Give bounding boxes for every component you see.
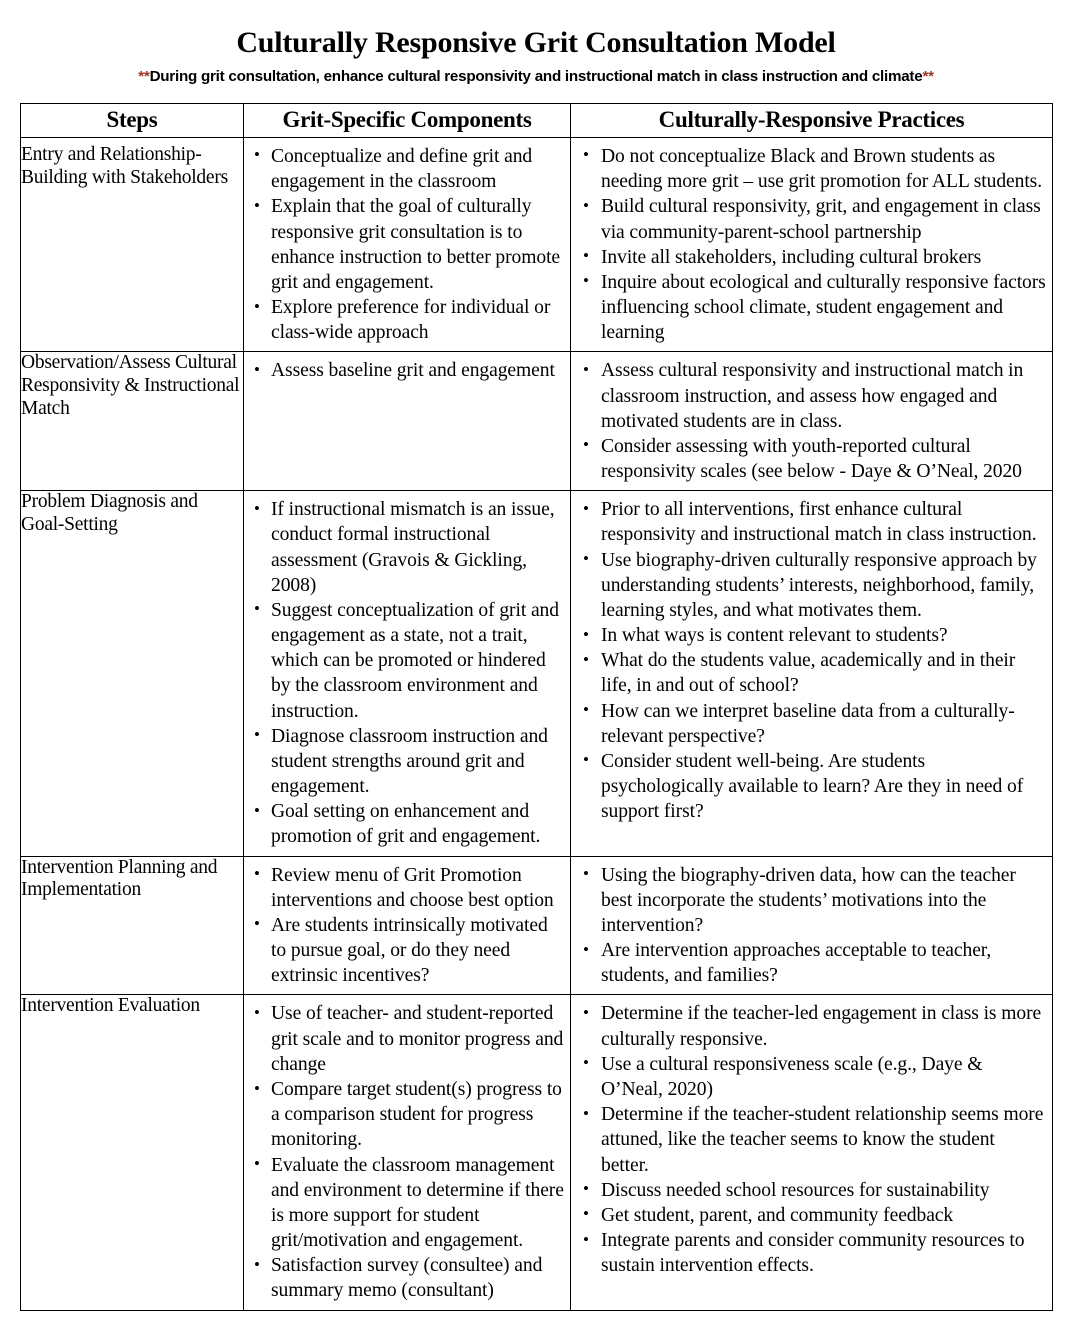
consultation-model-table [20,103,1053,1310]
practices-list [571,857,1052,995]
list-item: • Inquire about ecological and culturally responsive factors influencing school climate, student engagement and learning [581,270,1046,346]
table-row [21,995,1053,1310]
list-item: • Prior to all interventions, first enhance cultural responsivity and instructional match in class instruction. [581,497,1046,547]
practices-cell [571,137,1053,351]
list-item: • Discuss needed school resources for sustainability [581,1178,1046,1203]
practices-cell [571,995,1053,1310]
list-item: • Satisfaction survey (consultee) and summary memo (consultant) [252,1253,564,1303]
practices-list [571,995,1052,1284]
list-item: • Suggest conceptualization of grit and engagement as a state, not a trait, which can be promoted or hindered by the classroom environment and instruction. [252,598,564,724]
list-item: • Integrate parents and consider community resources to sustain intervention effects. [581,1228,1046,1278]
list-item: • Explain that the goal of culturally responsive grit consultation is to enhance instruction to better promote grit and engagement. [252,194,564,295]
list-item: • Build cultural responsivity, grit, and engagement in class via community-parent-school partnership [581,194,1046,244]
list-item: • How can we interpret baseline data from a culturally-relevant perspective? [581,699,1046,749]
components-list [244,138,570,351]
column-header-culturally-responsive-practices: Culturally-Responsive Practices [571,104,1053,138]
components-cell [244,491,571,856]
list-item: • Determine if the teacher-student relationship seems more attuned, like the teacher seems to know the student better. [581,1102,1046,1178]
practices-list [571,352,1052,490]
page-subtitle [0,59,1072,86]
list-item: • Compare target student(s) progress to a comparison student for progress monitoring. [252,1077,564,1153]
table-row [21,352,1053,491]
list-item: • Assess cultural responsivity and instructional match in classroom instruction, and assess how engaged and motivated students are in class. [581,358,1046,434]
step-name: Intervention Planning and Implementation [21,856,244,995]
page-title: Culturally Responsive Grit Consultation Model [236,26,836,59]
practices-list [571,138,1052,351]
practices-cell [571,352,1053,491]
list-item: • Use of teacher- and student-reported grit scale and to monitor progress and change [252,1001,564,1077]
list-item: • Use a cultural responsiveness scale (e.g., Daye & O’Neal, 2020) [581,1052,1046,1102]
components-cell [244,137,571,351]
list-item: • Are intervention approaches acceptable to teacher, students, and families? [581,938,1046,988]
table-header-row [21,104,1053,138]
components-cell [244,995,571,1310]
components-cell [244,352,571,491]
components-list [244,995,570,1309]
list-item: • Do not conceptualize Black and Brown students as needing more grit – use grit promotion for ALL students. [581,144,1046,194]
components-list [244,491,570,855]
list-item: • Determine if the teacher-led engagement in class is more culturally responsive. [581,1001,1046,1051]
list-item: • Consider assessing with youth-reported cultural responsivity scales (see below - Daye & O’Neal, 2020 [581,434,1046,484]
subtitle-text: During grit consultation, enhance cultural responsivity and instructional match in class instruction and climate [149,68,923,85]
table-row [21,856,1053,995]
list-item: • Get student, parent, and community feedback [581,1203,1046,1228]
list-item: • What do the students value, academically and in their life, in and out of school? [581,648,1046,698]
list-item: • Are students intrinsically motivated to pursue goal, or do they need extrinsic incentives? [252,913,564,989]
list-item: • Explore preference for individual or class-wide approach [252,295,564,345]
column-header-grit-specific-components: Grit-Specific Components [244,104,571,138]
list-item: • Goal setting on enhancement and promotion of grit and engagement. [252,799,564,849]
list-item: • Conceptualize and define grit and engagement in the classroom [252,144,564,194]
list-item: • Use biography-driven culturally responsive approach by understanding students’ interests, neighborhood, family, learning styles, and what motivates them. [581,548,1046,624]
components-list [244,857,570,995]
step-name: Observation/Assess Cultural Responsivity & Instructional Match [21,352,244,491]
list-item: • Review menu of Grit Promotion interventions and choose best option [252,863,564,913]
step-name: Problem Diagnosis and Goal-Setting [21,491,244,856]
step-name: Intervention Evaluation [21,995,244,1310]
list-item: • Evaluate the classroom management and environment to determine if there is more support for student grit/motivation and engagement. [252,1153,564,1254]
practices-cell [571,856,1053,995]
list-item: • Diagnose classroom instruction and student strengths around grit and engagement. [252,724,564,800]
step-name: Entry and Relationship-Building with Stakeholders [21,137,244,351]
table-row [21,137,1053,351]
list-item: • In what ways is content relevant to students? [581,623,1046,648]
components-list [244,352,570,389]
table-body [21,137,1053,1310]
list-item: • If instructional mismatch is an issue, conduct formal instructional assessment (Gravois & Gickling, 2008) [252,497,564,598]
list-item: • Assess baseline grit and engagement [252,358,564,383]
practices-list [571,491,1052,830]
subtitle-leading-asterisks: ** [138,68,150,85]
list-item: • Using the biography-driven data, how can the teacher best incorporate the students’ motivations into the intervention? [581,863,1046,939]
column-header-steps: Steps [21,104,244,138]
table-row [21,491,1053,856]
list-item: • Consider student well-being. Are students psychologically available to learn? Are they in need of support first? [581,749,1046,825]
list-item: • Invite all stakeholders, including cultural brokers [581,245,1046,270]
components-cell [244,856,571,995]
subtitle-trailing-asterisks: ** [922,68,934,85]
practices-cell [571,491,1053,856]
